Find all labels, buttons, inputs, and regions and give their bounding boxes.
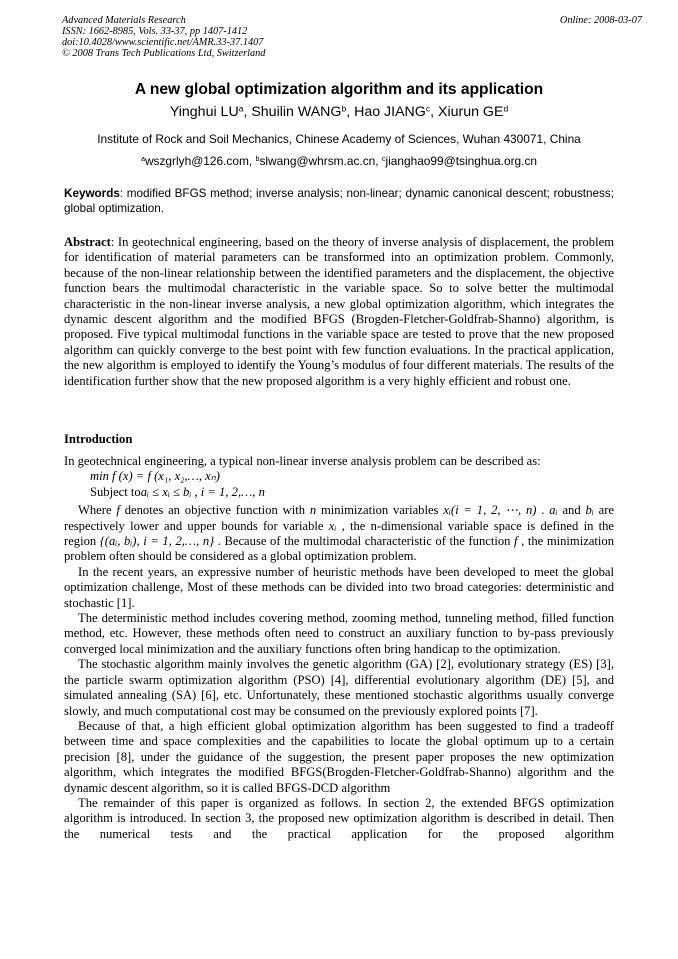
author-list	[0, 104, 678, 120]
journal-header	[62, 15, 265, 59]
keywords-label: Keywords	[64, 187, 120, 200]
email-list: $^a$wszgrlyh@126.com, $^b$slwang@whrsm.ac.cn, $^c$jianghao99@tsinghua.org.cn	[140, 154, 538, 168]
paragraph: Because of that, a high efficient global optimization algorithm has been suggested to find a tradeoff between time and space complexities and the capabilities to locate the global optimum up to a certain precision [8], under the guidance of the suggestion, the present paper proposes the new optimization algorithm, which integrates the modified BFGS(Brogden-Fletcher-Goldfrab-Shanno) algorithm and the dynamic descent algorithm, so it is called BFGS-DCD algorithm	[64, 718, 614, 795]
author: Yinghui $LU^a$,	[169, 103, 252, 120]
paper-title: A new global optimization algorithm and its application	[134, 81, 544, 98]
abstract-text: : In geotechnical engineering, based on the theory of inverse analysis of displacement, the problem for identification of material parameters can be transformed into an optimization problem. Commonly, because of the non-linear relationship between the identified parameters and the displacement, the objective function bears the multimodal characteristic in the variable space. So to solve better the multimodal characteristic in the non-linear inverse analysis, a new global optimization algorithm, which integrates the dynamic descent algorithm and the modified BFGS (Brogden-Fletcher-Goldfrab-Shanno) algorithm, is proposed. Five typical multimodal functions in the variable space are tested to prove that the new proposed algorithm can quickly converge to the best point with few function evaluations. In the practical application, the new algorithm is employed to identify the Young’s modulus of four different materials. The results of the identification further show that the new proposed algorithm is a very highly efficient and robust one.	[64, 235, 614, 388]
email-link[interactable]: $^a$wszgrlyh@126.com	[140, 154, 249, 168]
equation-objective: min f (x) = f (x₁, x₂,…, xₙ)	[90, 469, 220, 484]
author: Hao JIANG$^c$,	[354, 103, 438, 120]
email-link[interactable]: $^c$jianghao99@tsinghua.org.cn	[381, 154, 538, 168]
journal-name: Advanced Materials Research	[62, 15, 186, 26]
doi-line: doi:10.4028/www.scientific.net/AMR.33-37.1407	[62, 37, 264, 48]
email-link[interactable]: $^b$slwang@whrsm.ac.cn	[255, 154, 376, 168]
equation-constraint: Subject toaᵢ ≤ xᵢ ≤ bᵢ , i = 1, 2,…, n	[90, 484, 265, 499]
section-heading-introduction: Introduction	[64, 432, 133, 446]
intro-lead: In geotechnical engineering, a typical non-linear inverse analysis problem can be described as:	[64, 454, 541, 468]
author: Shuilin WANG$^b$,	[251, 103, 355, 120]
copyright-line: © 2008 Trans Tech Publications Ltd, Switzerland	[62, 48, 266, 59]
paragraph: The stochastic algorithm mainly involves the genetic algorithm (GA) [2], evolutionary strategy (ES) [3], the particle swarm optimization algorithm (PSO) [4], differential evolutionary algorithm (DE) [5], and simulated annealing (SA) [6], etc. Unfortunately, these mentioned stochastic algorithms usually converge slowly, and much computational cost may be consumed on the previously explored points [7].	[64, 657, 614, 718]
online-date: Online: 2008-03-07	[559, 15, 642, 26]
affiliation: Institute of Rock and Soil Mechanics, Chinese Academy of Sciences, Wuhan 430071, China	[97, 132, 581, 146]
paragraph: In the recent years, an expressive number of heuristic methods have been developed to meet the global optimization challenge, Most of these methods can be divided into two broad categories: deterministic and stochastic [1].	[64, 564, 614, 610]
keywords-block	[64, 186, 614, 216]
paragraph-where: Where f denotes an objective function with n minimization variables xᵢ(i = 1, 2, ⋯, n) . aᵢ and bᵢ are respectively lower and upper bounds for variable xᵢ , the n-dimensional variable space is defined in the region {(aᵢ, bᵢ), i = 1, 2,…, n} . Because of the multimodal characteristic of the function f , the minimization problem often should be considered as a global optimization problem.	[64, 503, 615, 564]
abstract-block	[64, 235, 614, 389]
issn-line: ISSN: 1662-8985, Vols. 33-37, pp 1407-1412	[62, 26, 248, 37]
keywords-text: : modified BFGS method; inverse analysis; non-linear; dynamic canonical descent; robustness; global optimization.	[64, 187, 614, 215]
author: Xiurun $GE^d$	[437, 103, 509, 120]
paragraph: The remainder of this paper is organized as follows. In section 2, the extended BFGS optimization algorithm is introduced. In section 3, the proposed new optimization algorithm is described in detail. Then the numerical tests and the practical application for the proposed algorithm	[64, 795, 614, 841]
introduction-body	[64, 454, 614, 842]
abstract-label: Abstract	[64, 235, 111, 249]
paragraph: The deterministic method includes covering method, zooming method, tunneling method, filled function method, etc. However, these methods often need to construct an auxiliary function to by-pass previously converged local minimization and the auxiliary functions often bring handicap to the optimization.	[64, 611, 614, 656]
